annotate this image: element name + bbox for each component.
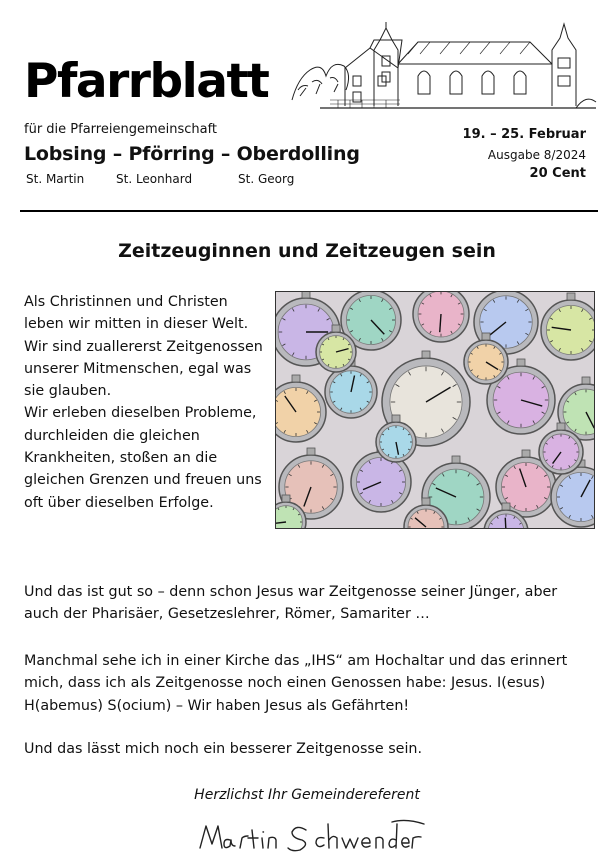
intro-paragraph-1: Als Christinnen und Christen leben wir mitten in dieser Welt. Wir sind zuallererst Zeitgenossen unserer Mitmenschen, egal was sie glauben.	[24, 294, 263, 400]
article-paragraph-2: Manchmal sehe ich in einer Kirche das „IHS“ am Hochaltar und das erinnert mich, dass ich als Zeitgenosse noch einen Genossen habe: Jesus. I(esus) H(abemus) S(ocium) – Wir haben Jesus als Gefährten!	[24, 653, 568, 714]
intro-column	[24, 291, 269, 514]
saint-label-leonhard: St. Leonhard	[116, 172, 193, 186]
article-paragraph-3: Und das lässt mich noch ein besserer Zeitgenosse sein.	[24, 741, 423, 757]
church-illustration	[290, 20, 600, 112]
issue-price: 20 Cent	[529, 166, 586, 181]
masthead-title: Pfarrblatt	[24, 54, 269, 109]
article-paragraph-1: Und das ist gut so – denn schon Jesus war Zeitgenosse seiner Jünger, aber auch der Pharisäer, Gesetzeslehrer, Römer, Samariter …	[24, 584, 558, 623]
handwritten-signature	[196, 816, 428, 858]
closing-line: Herzlichst Ihr Gemeindereferent	[194, 787, 420, 803]
stopwatch-collage	[276, 292, 595, 529]
intro-paragraph-2: Wir erleben dieselben Probleme, durchleiden die gleichen Krankheiten, stoßen an die gleichen Grenzen und freuen uns oft über dieselben Erfolge.	[24, 405, 262, 511]
saint-label-georg: St. Georg	[238, 172, 295, 186]
saint-label-martin: St. Martin	[26, 172, 85, 186]
masthead-subtitle: für die Pfarreiengemeinschaft	[24, 122, 218, 137]
issue-dates: 19. – 25. Februar	[462, 127, 586, 142]
article-headline: Zeitzeuginnen und Zeitzeugen sein	[118, 240, 496, 262]
header-divider	[20, 210, 598, 212]
issue-number: Ausgabe 8/2024	[487, 148, 586, 162]
parish-names: Lobsing – Pförring – Oberdolling	[24, 143, 360, 165]
stopwatches-photo	[275, 291, 595, 529]
